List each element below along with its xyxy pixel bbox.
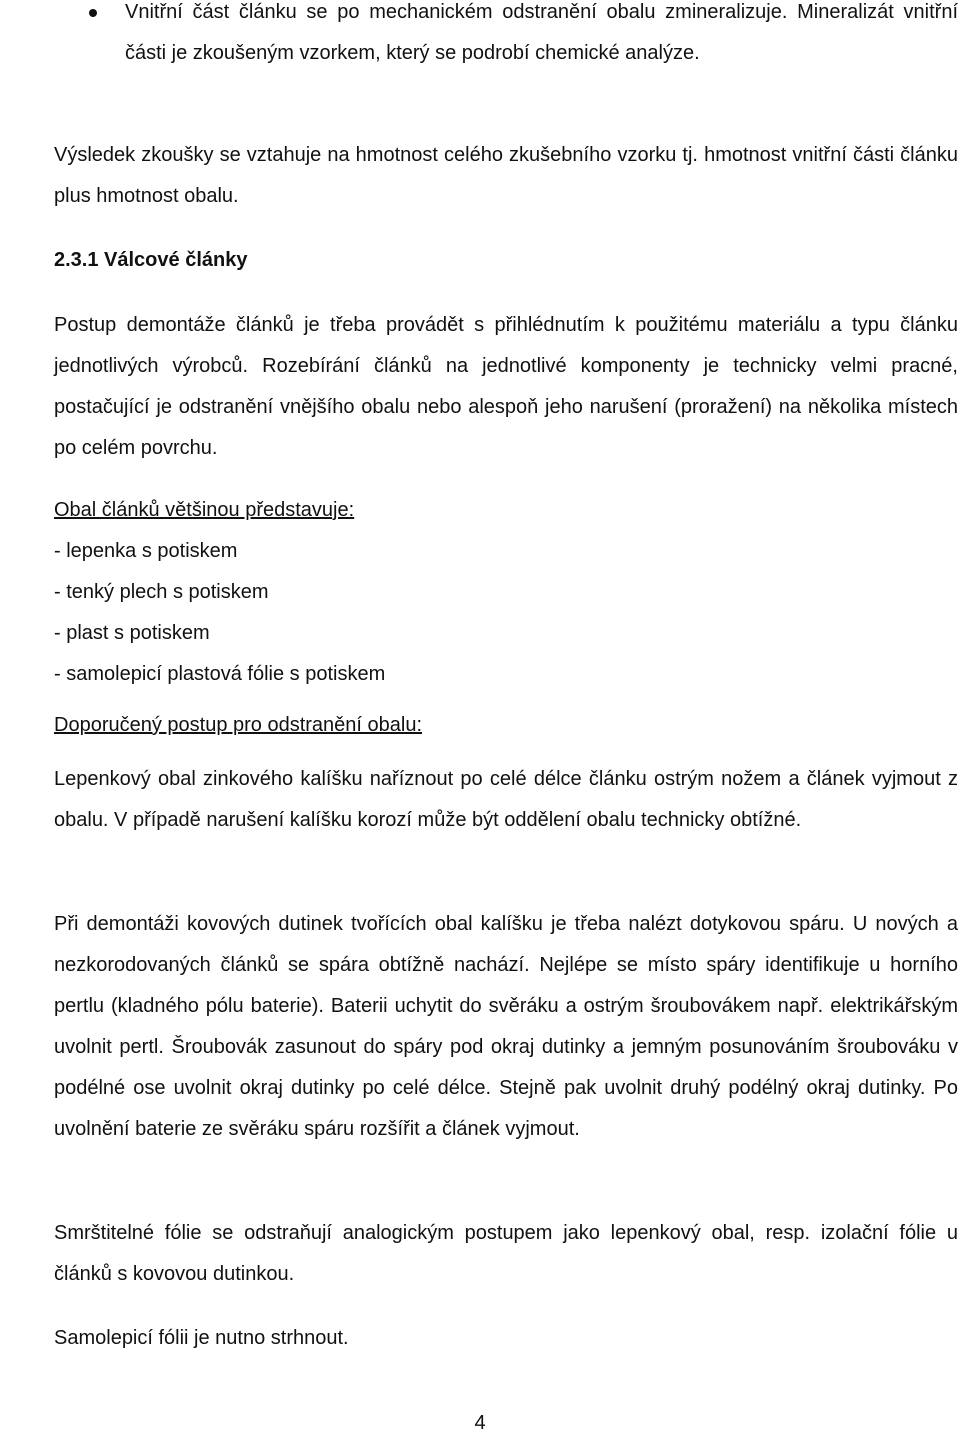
result-paragraph: Výsledek zkoušky se vztahuje na hmotnost celého zkušebního vzorku tj. hmotnost vnitřní části článku plus hmotnost obalu. xyxy=(54,144,958,207)
obal-list xyxy=(54,490,958,695)
postup-paragraph: Postup demontáže článků je třeba provádět s přihlédnutím k použitému materiálu a typu článku jednotlivých výrobců. Rozebírání článků na jednotlivé komponenty je technicky velmi pracné, postačující je odstranění vnějšího obalu nebo alespoň jeho narušení (proražení) na několika místech po celém povrchu. xyxy=(54,314,958,459)
obal-heading: Obal článků většinou představuje: xyxy=(54,499,355,521)
page-number: 4 xyxy=(474,1412,486,1434)
obal-item: - samolepicí plastová fólie s potiskem xyxy=(54,663,386,685)
bullet-item xyxy=(125,0,958,74)
obal-item: - lepenka s potiskem xyxy=(54,540,238,562)
obal-item: - plast s potiskem xyxy=(54,622,210,644)
smrstitelne-paragraph: Smrštitelné fólie se odstraňují analogickým postupem jako lepenkový obal, resp. izolační fólie u článků s kovovou dutinkou. xyxy=(54,1222,958,1285)
bullet-dot-icon xyxy=(89,9,97,17)
bullet-list xyxy=(54,0,958,74)
document-page xyxy=(54,0,958,1434)
lepenkovy-paragraph: Lepenkový obal zinkového kalíšku naříznout po celé délce článku ostrým nožem a článek vyjmout z obalu. V případě narušení kalíšku korozí může být oddělení obalu technicky obtížné. xyxy=(54,768,958,831)
obal-item: - tenký plech s potiskem xyxy=(54,581,269,603)
pri-paragraph: Při demontáži kovových dutinek tvořících obal kalíšku je třeba nalézt dotykovou spáru. U nových a nezkorodovaných článků se spára obtížně nachází. Nejlépe se místo spáry identifikuje u horního pertlu (kladného pólu baterie). Baterii uchytit do svěráku a ostrým šroubovákem např. elektrikářským uvolnit pertl. Šroubovák zasunout do spáry pod okraj dutinky a jemným posunováním šroubováku v podélné ose uvolnit okraj dutinky po celé délce. Stejně pak uvolnit druhý podélný okraj dutinky. Po uvolnění baterie ze svěráku spáru rozšířit a článek vyjmout. xyxy=(54,913,958,1140)
section-heading: 2.3.1 Válcové články xyxy=(54,249,248,271)
samolepici-paragraph: Samolepicí fólii je nutno strhnout. xyxy=(54,1327,349,1349)
doporuceny-heading: Doporučený postup pro odstranění obalu: xyxy=(54,714,423,736)
bullet-item-text: Vnitřní část článku se po mechanickém odstranění obalu zmineralizuje. Mineralizát vnitřní části je zkoušeným vzorkem, který se podrobí chemické analýze. xyxy=(125,1,958,64)
